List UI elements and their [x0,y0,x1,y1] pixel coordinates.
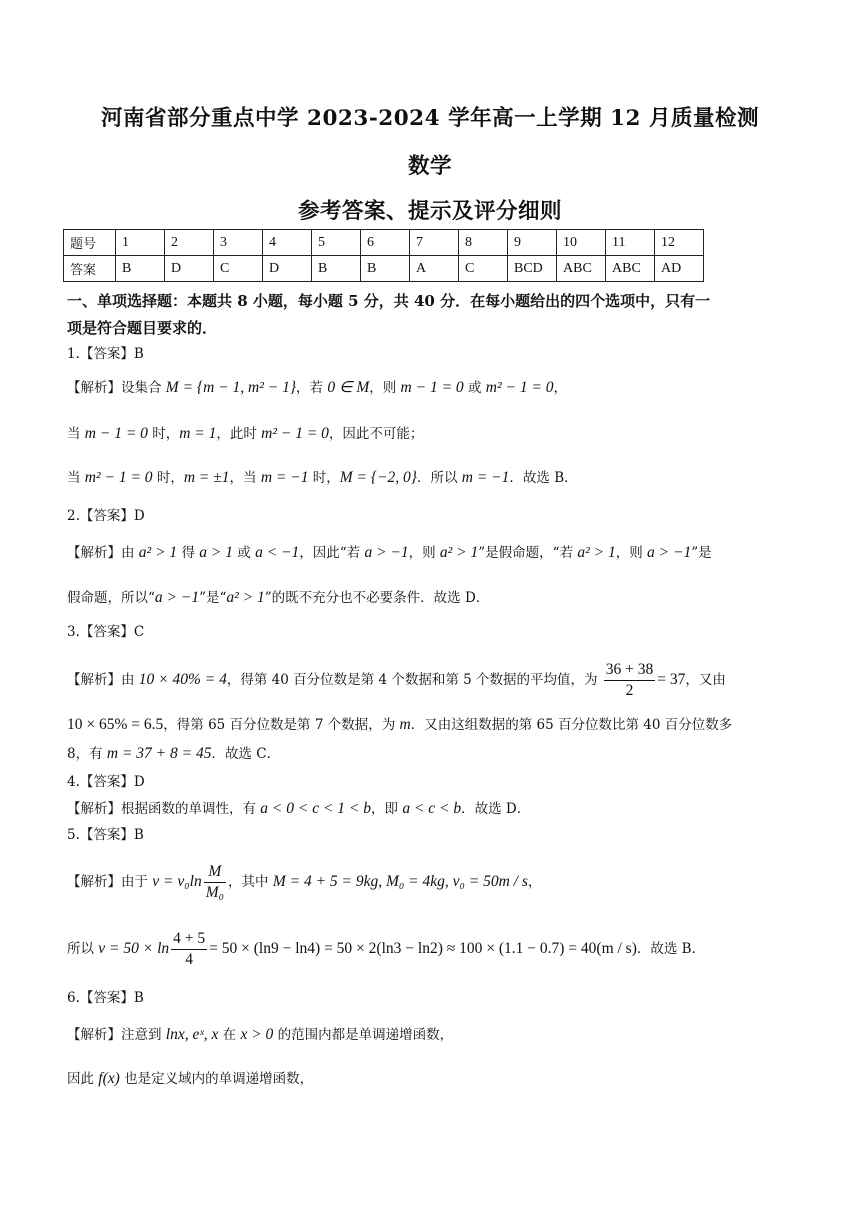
text: 假命题，所以“ [67,590,155,606]
text: 所以 [67,941,99,957]
text: 【解析】根据函数的单调性，有 [67,801,261,817]
text: ．故选 B． [509,470,578,486]
text: 得 [177,545,200,561]
answer-table [63,229,704,282]
math: a² > 1 [138,544,178,561]
text: ，其中 [228,874,273,890]
text: ，此时 [216,426,262,442]
math: x > 0 [240,1026,274,1043]
text: 因此 [67,1071,99,1087]
fraction [204,862,226,903]
math: = 50 × (ln9 − ln4) = 50 × 2(ln3 − ln2) ≈ 100 × (1.1 − 0.7) = 40(m / s) [209,940,637,957]
question-number: 1 [116,230,165,256]
fraction-denominator: 4 [185,951,194,968]
math: m − 1 = 0 [400,379,464,396]
text: ．故选 D． [461,801,531,817]
text: ”是假命题，“若 [478,545,578,561]
answer-cell: A [410,256,459,282]
answer-cell: ABC [606,256,655,282]
text: ，则 [369,380,401,396]
answer-cell: B [116,256,165,282]
math: a² > 1 [439,544,479,561]
math: a > −1 [364,544,409,561]
answer-cell: D [263,256,312,282]
solution-line [67,424,423,444]
answer-label: 2.【答案】D [67,508,145,524]
document-title: 河南省部分重点中学 2023-2024 学年高一上学期 12 月质量检测 [101,106,759,131]
text: 时， [308,470,340,486]
math: m² − 1 = 0 [485,379,554,396]
solution-line [67,1069,313,1089]
text: 的范围内都是单调递增函数， [273,1027,454,1043]
fraction [604,660,656,701]
text: 时， [152,470,184,486]
math: m = ±1 [183,469,230,486]
answer-cell: D [165,256,214,282]
question-number: 7 [410,230,459,256]
answer-label: 6.【答案】B [67,990,144,1006]
solution-line [67,468,578,488]
text: 或 [463,380,486,396]
fraction-denominator: M₀ [205,884,225,901]
question-number-row [64,230,704,256]
fraction-denominator: 2 [625,682,634,699]
text: ， [553,380,568,396]
solution-line [67,1025,453,1045]
math: m² − 1 = 0 [84,469,153,486]
fraction [171,929,207,970]
math: m − 1 = 0 [84,425,148,442]
question-number: 3 [214,230,263,256]
answer-row [64,256,704,282]
math: a² > 1 [226,589,265,606]
math: 0 ∈ M [327,379,370,396]
question-number: 10 [557,230,606,256]
solution-line [67,862,541,903]
math: a < 0 < c < 1 < b [260,800,372,817]
math: a² > 1 [577,544,616,561]
answer-label: 5.【答案】B [67,827,144,843]
answer-label: 1.【答案】B [67,346,144,362]
text: ．故选 C． [211,746,281,762]
answer-label: 3.【答案】C [67,624,145,640]
question-number: 6 [361,230,410,256]
math: M = {−2, 0} [339,469,417,486]
text: ，则 [615,545,648,561]
text: 【解析】由 [67,672,139,688]
answer-cell: C [459,256,508,282]
text: 【解析】由 [67,545,139,561]
answer-cell: BCD [508,256,557,282]
question-number: 5 [312,230,361,256]
text: 也是定义域内的单调递增函数， [119,1071,314,1087]
text: 当 [67,426,85,442]
text: 【解析】注意到 [67,1027,166,1043]
solution-line [67,588,489,608]
text: ，因此“若 [299,545,365,561]
math: m [399,716,411,733]
math: M = {m − 1, m² − 1} [165,379,297,396]
math: v = 50 × ln [98,940,170,957]
solution-line [67,660,726,701]
section-heading: 项是符合题目要求的． [67,319,218,337]
answer-key-subtitle: 参考答案、提示及评分细则 [297,199,562,224]
fraction-numerator: 36 + 38 [604,660,656,681]
math: m² − 1 = 0 [261,425,329,442]
text: 【解析】设集合 [67,380,166,396]
math: a < −1 [255,544,300,561]
math: = 37 [657,671,686,688]
text: ，即 [371,801,403,817]
math: lnx, eˣ, x [165,1026,219,1043]
answer-cell: B [312,256,361,282]
answer-cell: ABC [557,256,606,282]
fraction-numerator: M [204,862,226,883]
text: ，又由 [685,672,726,688]
question-number: 9 [508,230,557,256]
text: ，当 [229,470,261,486]
math: M = 4 + 5 = 9kg, M₀ = 4kg, v₀ = 50m / s [272,873,528,890]
text: ，因此不可能； [328,426,424,442]
answer-cell: AD [655,256,704,282]
solution-line [67,744,280,764]
text: 在 [218,1027,241,1043]
fraction-numerator: 4 + 5 [171,929,207,950]
text: ，则 [408,545,440,561]
math: 10 × 40% = 4 [138,671,227,688]
text: ，得第 65 百分位数是第 7 个数据，为 [163,717,400,733]
question-number: 8 [459,230,508,256]
answer-cell: C [214,256,263,282]
subject-title: 数学 [407,154,452,179]
solution-line [67,929,705,970]
question-number: 12 [655,230,704,256]
solution-line [67,378,567,398]
text: ，若 [296,380,328,396]
answer-cell: B [361,256,410,282]
math: a < c < b [402,800,462,817]
solution-line [67,799,530,819]
row-label: 题号 [64,230,116,256]
text: ，得第 40 百分位数是第 4 个数据和第 5 个数据的平均值，为 [226,672,602,688]
text: 或 [232,545,256,561]
math: m = −1 [461,469,510,486]
text: ．所以 [416,470,462,486]
math: m = 37 + 8 = 45 [106,745,212,762]
math: a > −1 [647,544,692,561]
text: ”是“ [199,590,227,606]
math: v = v₀ln [152,873,202,890]
math: 10 × 65% = 6.5 [67,716,164,733]
solution-line [67,715,732,735]
question-number: 11 [606,230,655,256]
solution-line [67,543,712,563]
text: 【解析】由于 [67,874,153,890]
text: 8，有 [67,746,107,762]
question-number: 2 [165,230,214,256]
math: f(x) [98,1070,120,1087]
section-heading: 一、单项选择题：本题共 8 小题，每小题 5 分，共 40 分．在每小题给出的四个选项中，只有一 [67,292,711,310]
math: m = −1 [260,469,309,486]
text: 时， [147,426,180,442]
math: a > 1 [199,544,233,561]
text: 当 [67,470,85,486]
math: m = 1 [179,425,217,442]
text: ．又由这组数据的第 65 百分位数比第 40 百分位数多 [410,717,733,733]
text: ”是 [691,545,712,561]
text: ， [527,874,542,890]
question-number: 4 [263,230,312,256]
math: a > −1 [154,589,200,606]
text: ”的既不充分也不必要条件．故选 D． [264,590,490,606]
text: ．故选 B． [636,941,706,957]
answer-label: 4.【答案】D [67,774,145,790]
row-label: 答案 [64,256,116,282]
